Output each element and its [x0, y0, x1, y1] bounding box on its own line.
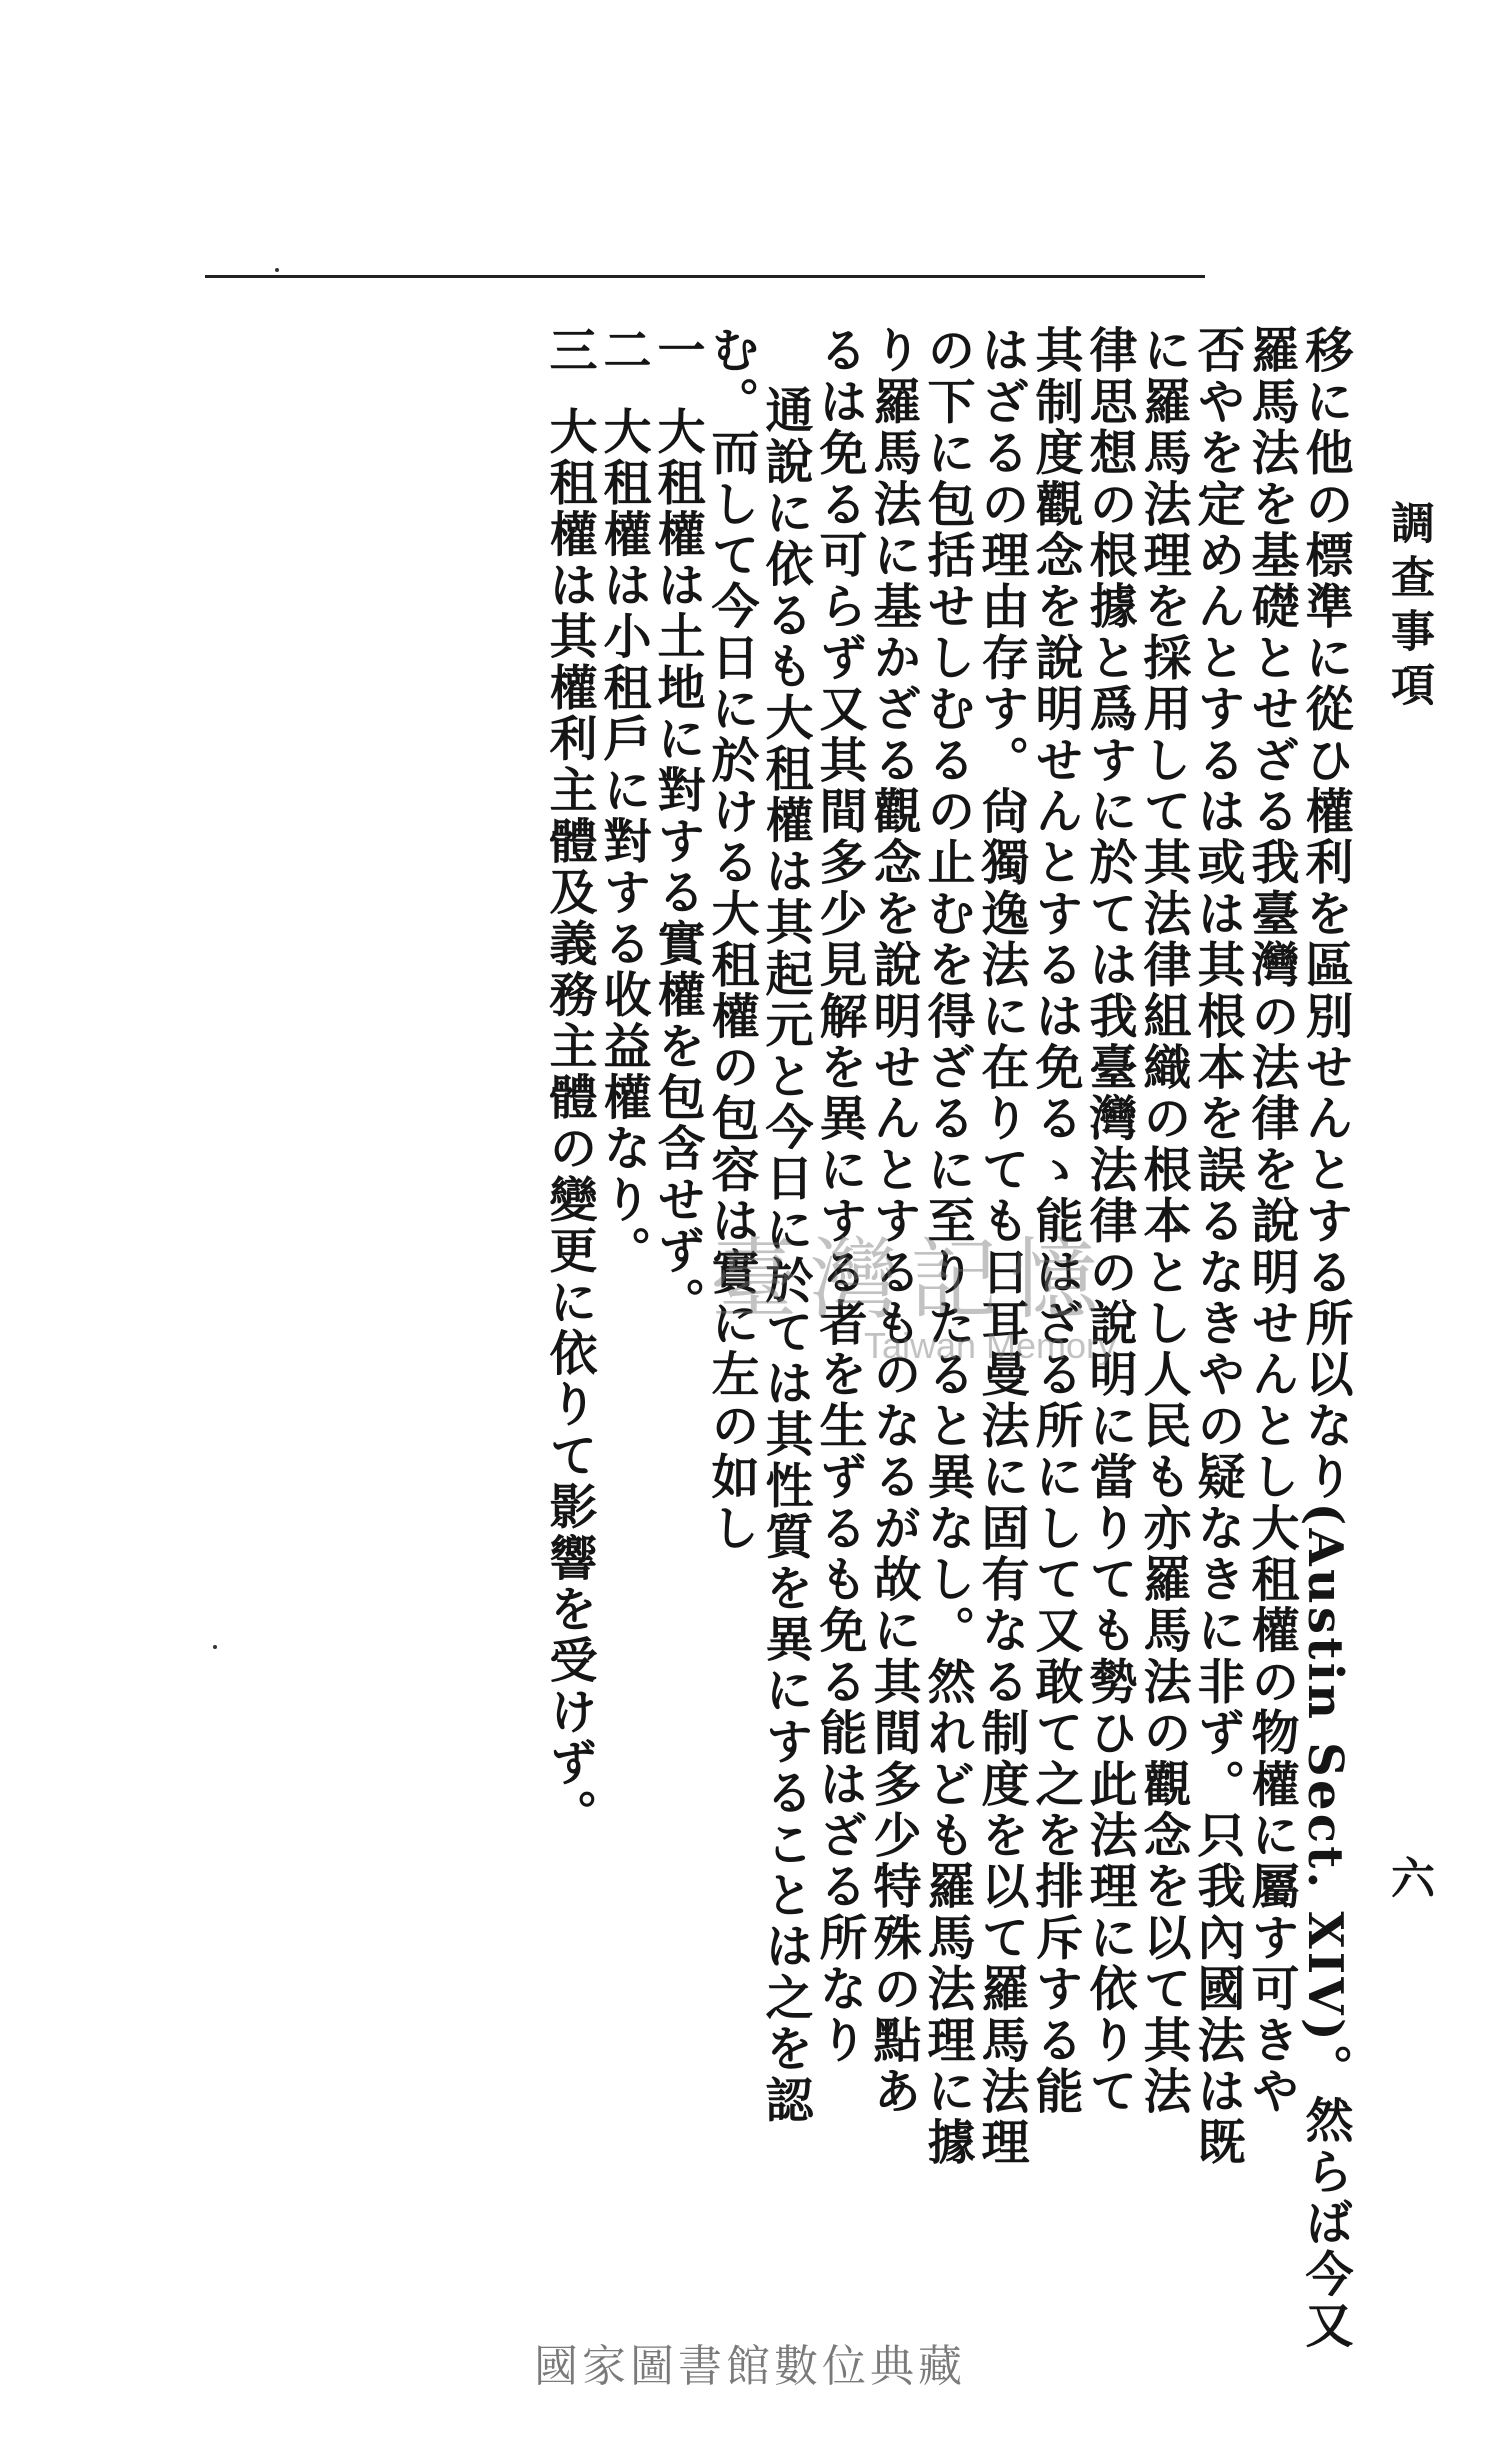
collection-footer: 國家圖書館數位典藏 — [534, 2341, 966, 2392]
text-column: 其制度觀念を說明せんとするは免るゝ能はざる所にして又敢て之を排斥する能 — [1027, 325, 1083, 2117]
text-column: り羅馬法に基かざる觀念を說明せんとするものなるが故に其間多少特殊の點あ — [865, 325, 921, 2117]
text-column: 羅馬法を基礎とせざる我臺灣の法律を說明せんとし大租權の物權に屬す可きや — [1243, 325, 1299, 2117]
list-item-text: 大租權は其權利主體及義務主體の變更に依りて影響を受けず。 — [541, 406, 597, 1840]
list-item — [593, 325, 653, 1277]
list-item-number: 三 — [541, 325, 597, 377]
text-column: 律思想の根據と爲すに於ては我臺灣法律の說明に當りても勢ひ此法理に依りて — [1081, 325, 1137, 2117]
header-rule — [205, 275, 1205, 278]
running-title: 調查事項 — [1383, 500, 1434, 716]
list-item-number: 一 — [649, 325, 705, 377]
list-item-number: 二 — [595, 325, 651, 377]
text-column: 否やを定めんとするは或は其根本を誤るなきやの疑なきに非ず。只我內國法は既 — [1189, 325, 1245, 2169]
taiwan-memory-watermark — [710, 1225, 1270, 1385]
indented-text-column: 通說に依るも大租權は其起元と今日に於ては其性質を異にすることは之を認 — [757, 385, 813, 2126]
text-column: はざるの理由存す。尙獨逸法に在りても日耳曼法に固有なる制度を以て羅馬法理 — [973, 325, 1029, 2169]
text-column: 移に他の標準に從ひ權利を區別せんとする所以なり(Austin Sect. XIV)。然らば今又 — [1297, 325, 1353, 2351]
continuation-column: む。而して今日に於ける大租權の包容は實に左の如し — [703, 325, 759, 1554]
watermark-chinese: 臺灣記憶 — [710, 1228, 1111, 1331]
text-column: の下に包括せしむるの止むを得ざるに至りたると異なし。然れども羅馬法理に據 — [919, 325, 975, 2169]
text-column: に羅馬法理を採用して其法律組織の根本とし人民も亦羅馬法の觀念を以て其法 — [1135, 325, 1191, 2117]
print-speck — [213, 1645, 217, 1649]
print-speck — [275, 268, 279, 272]
list-item — [539, 325, 599, 1840]
text-column: るは免る可らず又其間多少見解を異にする者を生ずるも免る能はざる所なり — [811, 325, 867, 2066]
list-item — [647, 325, 707, 1328]
watermark-english: Taiwan Memory — [863, 1325, 1117, 1366]
page-number: 六 — [1383, 1855, 1434, 1909]
list-item-text: 大租權は小租戶に對する收益權なり。 — [595, 406, 651, 1277]
list-item-text: 大租權は土地に對する實權を包含せず。 — [649, 406, 705, 1328]
